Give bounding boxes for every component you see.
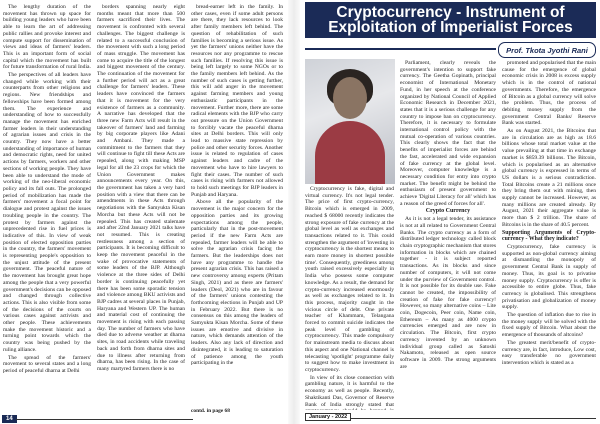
paragraph: Cryptocurrency, fake currency is supported as non-global currency aiming at dismantling the monopoly of government Central Bank in supply of money. Thus, its goal is to privatise money supply. Cryptocurrency is offer is accessible to entire globe. Thus, fake currency is globalised. This strengthens privatisation and globalization of money supply. [502, 243, 596, 311]
paragraph: As on August 2021, the Bitcoins that are in circulation are as high as 18.6 billions whose total market value at the value prevailing at that time in exchange market is $859.39 billions. The Bitcoin, which is popularised as an alternative global currency is expressed in terms of US dollars is a serious contradiction. Total Bitcoins create a 21 millions once they bring them out with mining, then supply cannot be increased. However, as many millions are created already. By August, 2021 their aggregate value is more than $ 2 trillion. The share of Bitcoins is in the share of 40.5 percent. [502, 128, 596, 228]
left-column-2 [97, 4, 185, 407]
left-column-1 [3, 4, 91, 407]
paragraph: Parliament, clearly reveals the government's intention to support fake currency. The Geetha Gopinath, principal economist of International Monetary Fund, in her speech at the conference organized by National Council of Applied Economic Research in December 2021, states that it is a serious challenge for any country to impose ban on cryptocurrency. Therefore, it is necessary to formulate international control policy with the mutual co-operation of various countries. This clearly shows the fact that the benefits of imperialist forces are behind the fast, accelerated and wide expansion of fake currency at the global level. Moreover, computer knowledge is a necessary condition for entry into crypto market. The benefit might be behind the enthusiasm of present government to achieve 'Digital Literacy for all' which has a reason of the greed of forces for all'. [400, 60, 496, 207]
byline-row [305, 40, 596, 58]
paragraph: The lengthy duration of the movement has thrown up space for building young leaders who have been able to learn the art of addressing public rallies and provoke interest and compute support for dissemination of views and ideas of farmers' leaders. This is an important form of social capital which the movement has built for future transformation of rural India. [3, 4, 91, 71]
right-column-3 [502, 60, 596, 410]
paragraph: borders spanning nearly eight months meant that more than 500 farmers sacrificed their lives. The movement is confronted with several challenges. The biggest challenge is related to a successful conclusion of the movement with such a long period of mass struggle. The movement has come to acquire the title of the longest and biggest movement of the century. The continuation of the movement for a further period will act as a great challenge for farmers' leaders. These leaders have convinced the farmers that it is movement for the very existence of farmers as a community. A narrative has developed that the three new Farm Acts will result in the takeover of farmers' land and farming by big corporate players like Adani and Ambani. They made a commitment to the farmers that they will continue to fight till these Acts are repealed, along with making MSP legal for all the 23 crops for which the Union Government makes announcements every year. On this, the government has taken a very hard position with a view that there can be amendments in these Acts through negotiations with the Samyukta Kisan Morcha but these Acts will not be repealed. This has created stalemate and after 22nd January 2021 talks have not resumed. This is creating restlessness among a section of participants. It is becoming difficult to keep the movement peaceful in the wake of provocative statements of some leaders of the BJP. Although violence at the three sides of Delhi border is continuing peacefully yet there has been some sporadic tension and violence among BKU activists and BJP cadres at several places in Punjab, Haryana and Western UP. The human and material cost of continuing the movement is rising with each passing day. The number of farmers who have died due to adverse weather at dharna sites, in road accidents while traveling back and forth from dharna sites and due to illness after returning from dharna, has been rising. In the case of many martyred farmers there is no [97, 4, 185, 372]
page-gutter [288, 0, 300, 424]
photo-face [333, 77, 367, 119]
section-subhead: Supporting Arguments of Crypto-currency - What they indicate? [502, 229, 596, 243]
page-number: 14 [2, 415, 17, 423]
continued-note: contd. in page 68 [191, 408, 230, 414]
right-footer [300, 412, 600, 424]
paragraph: The question of inflation due to rise in the money supply will be solved with the fixed supply of Bitcoin. What about the emergence of thousands of altcoins? [502, 312, 596, 339]
section-subhead: Crypto Currency [425, 208, 471, 215]
right-page [300, 0, 600, 424]
paragraph: promoted and popularised that the main cause for the emergence of global economic crisis in 2008 is excess supply which is in the control of national governments. Therefore, the emergence of Bitcoin as a global currency will solve the problem. Thus, the process of debiting money supply from the government Central Banks/ Reserve Bank was started. [502, 60, 596, 127]
issue-month: January - 2022 [305, 413, 351, 421]
paragraph: The greatest merit/benefit of crypto-currency are, in fact, introduce, Low cost, easy transferable no government intervention which is stated as a [502, 339, 596, 366]
paragraph: As it is not a legal tender, its assistance is not at all related to Government Central Banks. The crypto currency as a form of distributed ledger technology called block chain cryptographic mechanism that stores information in blocks which are chained together - it is subject reported transactions. As its blocks and since number of computers, it will not come under the purview of Government control. It is not possible for its double use. Fake cannot be created, the impossibility of creation of fake for fake currency! However, so many alternative coins – Lite coin, Dogecoin, Peer coin, Name coin, Ethereum – As many as 4000 crypto currencies emerged and are now in circulation. The Bitcoin, first crypto currency invented by an unknown individual group called as Satoshi Nakamoto, released as open source software in 2009. The strong arguments are [400, 216, 496, 370]
footer-rule [16, 419, 193, 420]
paragraph: Cryptocurrency is fake, digital and virtual currency. It's not legal tender. The price of first crypto-currency, Bitcoin which is emerged in 2009, reached $ 68000 recently indicates the strong exposure of fake currency at the global level as well as exchanges and transactions related to it. This could strengthen the argument of 'investing in cryptocurrency is the shortest means to earn more money in shortest possible time'. Consequently, greediness among youth raised excessively especially in India who possess some computer knowledge. As a result, the demand for crypto-currency increased enormously as well as exchanges related to it. In this process, majority caught in the vicious circle of debt. One private teacher of Khammam, Telangana forced to commit suicide indicates the peak level of gambling of cryptocurrency. This made compulsory for mainstream media to discuss about this aspect and one National channel is telecasting 'spotlight' programme daily to suggest how to make investment in cryptocurrency. [305, 186, 394, 373]
left-page [0, 0, 288, 424]
author-byline: Prof. Tkota Jyothi Rani [498, 42, 596, 58]
author-photo [305, 59, 395, 184]
paragraph: In view of its close connection with gambling nature, it is harmful to the economy as well as people. Recently, Shaktikanti Das, Governor of Reserve Bank of India strongly stated that [305, 374, 394, 408]
paragraph: bread-earner left in the family. In other cases, even if some adult persons are there, they lack resources to look after family members left behind. The question of rehabilitation of such families is becoming a serious issue. As yet the farmers' unions neither have the resources nor any programme to rescue such families. If resolving this issue is being left largely to some NGOs or to the family members left behind. As the number of such cases is getting further, this will add anger in the movement against farming members and young enthusiastic participants in the movement. Further more, there are some radical elements with the BJP who carry out pressure on the Union Government to forcibly vacate the peaceful dharna sites at Delhi borders. This will only lead to massive state repression by police and other security forces. Another issue is related to regulation of cases against leaders and cadre of the movement who have to hire lawyers to fight their cases. The number of such cases is rising with farmers not allowed to hold such meetings for BJP leaders in Punjab and Haryana. [191, 4, 283, 198]
right-column-1 [305, 186, 394, 410]
photo-body [315, 121, 385, 184]
left-column-3 [191, 4, 283, 407]
paragraph: Above all the popularity of the movement is the major concern for the opposition parties and its growing expectations among the people, particularly that in the post-movement period if the new Farm Acts are repealed, farmer leaders will be able to solve the agrarian crisis facing the farmers. But the leaderships does not have any programme to handle the present agrarian crisis. This has raised a new controversy among experts (Pritam Singh, 2021) and as there are farmers' leaders (Deol, 2021) who are in favour of the farmers' unions contesting the forthcoming elections in Punjab and UP in February 2022. But there is no consensus on this among the leaders of Samyukta Kisan Morcha. Some of these issues are emotive and divisive in nature, which demands attention of the leaders. Also any lack of direction and disintegrated, it is leading to saturation of patience among the youth participating in the [191, 199, 283, 367]
article-title-banner: Cryptocurrency - Instrument of Exploitation of Imperialist Forces [305, 2, 596, 38]
right-column-2 [400, 60, 496, 410]
paragraph: The spread of the farmers' movement to several states and a long period of peaceful dharna at Delhi [3, 354, 91, 374]
paragraph: The perspectives of all leaders have changed while working with their counterparts from other religions and regions. New friendships and fellowships have been formed among them. The experience and understanding of how to successfully manage the movement has enriched farmer leaders in their understanding of agrarian issues and crisis in the country. They now have a better understanding of importance of human and democratic rights, need for united actions by farmers, workers and other sections of working people. They have been able to understand the mode of working of the neo-liberal economic policy and its fall outs. The prolonged period of mobilization has made the farmers' movement a focal point for dialogue and protest against the issues troubling people in the country. The protest by farmers against the unprecedented rise in fuel prices is indicative of this. In view of weak position of elected opposition parties in the country, the farmers' movement is representing people's opposition to the unjust attitude of the present government. The peaceful nature of the movement has brought great hope among the people that a very powerful government's decisions can be opposed and changed through collective actions. This is also visible from some of the decisions of the courts on various cases against activists and other people. These achievements make the movement historic and a turning point towards which the country was being pushed by the ruling alliance. [3, 72, 91, 353]
footer-rule [350, 418, 596, 419]
left-footer [0, 414, 288, 424]
byline-rule [305, 48, 496, 50]
